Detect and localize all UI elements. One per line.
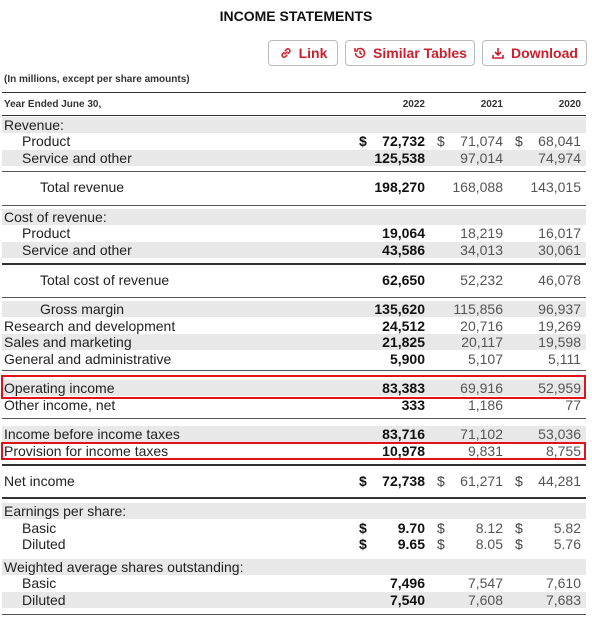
value-2021: 61,271: [460, 473, 503, 489]
row-band: [2, 117, 586, 133]
currency-symbol: $: [437, 520, 445, 536]
row-label: Diluted: [22, 592, 66, 608]
currency-symbol: $: [515, 536, 523, 552]
currency-symbol: $: [515, 133, 523, 149]
value-2021: 8.05: [475, 536, 503, 552]
value-2022: 7,540: [389, 592, 425, 608]
row-label: Net income: [4, 473, 75, 489]
link-button[interactable]: [268, 40, 338, 66]
value-2022: 83,716: [382, 426, 425, 442]
value-2020: 5.82: [553, 520, 581, 536]
value-2022: 333: [401, 397, 425, 413]
currency-symbol: $: [359, 536, 367, 552]
row-label: Sales and marketing: [4, 334, 132, 350]
similar-tables-button[interactable]: [345, 40, 475, 66]
value-2020: 30,061: [538, 242, 581, 258]
value-2020: 5.76: [553, 536, 581, 552]
value-2020: 19,598: [538, 334, 581, 350]
link-label: Link: [298, 45, 328, 61]
row-label: Gross margin: [40, 301, 125, 317]
section-label: Weighted average shares outstanding:: [4, 559, 244, 575]
units-note: (In millions, except per share amounts): [4, 74, 190, 85]
currency-symbol: $: [515, 520, 523, 536]
currency-symbol: $: [359, 520, 367, 536]
value-2022: 72,732: [382, 133, 425, 149]
value-2021: 5,107: [467, 351, 503, 367]
divider: [2, 92, 586, 93]
row-label: Total cost of revenue: [40, 272, 170, 288]
section-label: Cost of revenue:: [4, 209, 107, 225]
value-2021: 71,074: [460, 133, 503, 149]
header-2020: 2020: [558, 99, 581, 110]
value-2021: 97,014: [460, 150, 503, 166]
provision-tax-highlight: [1, 442, 586, 460]
value-2020: 77: [565, 397, 581, 413]
row-label: Service and other: [22, 242, 132, 258]
value-2022: 10,978: [382, 443, 425, 459]
value-2021: 115,856: [453, 301, 503, 317]
value-2021: 168,088: [452, 179, 503, 195]
divider: [2, 614, 586, 615]
value-2022: 24,512: [382, 318, 425, 334]
row-label: Service and other: [22, 150, 132, 166]
value-2021: 52,232: [460, 272, 503, 288]
value-2020: 16,017: [538, 225, 581, 241]
similar-tables-label: Similar Tables: [373, 45, 467, 61]
row-label: Other income, net: [4, 397, 116, 413]
value-2021: 20,716: [460, 318, 503, 334]
value-2021: 69,916: [460, 380, 503, 396]
page-title: INCOME STATEMENTS: [219, 8, 373, 24]
value-2020: 96,937: [538, 301, 581, 317]
value-2020: 7,683: [545, 592, 581, 608]
divider: [2, 297, 586, 298]
operating-income-highlight: [1, 375, 586, 399]
value-2021: 1,186: [467, 397, 503, 413]
link-icon: [279, 46, 293, 60]
currency-symbol: $: [437, 536, 445, 552]
row-label: Diluted: [22, 536, 66, 552]
value-2020: 8,755: [545, 443, 581, 459]
value-2020: 44,281: [538, 473, 581, 489]
value-2022: 43,586: [382, 242, 425, 258]
row-label: Basic: [22, 520, 57, 536]
row-label: Research and development: [4, 318, 176, 334]
divider: [2, 370, 586, 371]
value-2021: 34,013: [460, 242, 503, 258]
divider: [2, 205, 586, 206]
row-label: Provision for income taxes: [4, 443, 169, 459]
download-button[interactable]: [482, 40, 587, 66]
value-2021: 9,831: [467, 443, 503, 459]
header-period: Year Ended June 30,: [4, 99, 102, 110]
row-label: Operating income: [4, 380, 115, 396]
divider: [2, 263, 586, 265]
divider: [2, 418, 586, 419]
currency-symbol: $: [437, 473, 445, 489]
row-label: Product: [22, 225, 71, 241]
value-2022: 9.65: [397, 536, 425, 552]
divider: [2, 497, 586, 499]
value-2022: 5,900: [389, 351, 425, 367]
value-2022: 7,496: [389, 575, 425, 591]
row-label: Income before income taxes: [4, 426, 180, 442]
divider: [2, 115, 586, 116]
value-2021: 18,219: [460, 225, 503, 241]
value-2022: 19,064: [382, 225, 425, 241]
value-2022: 198,270: [374, 179, 425, 195]
value-2021: 7,608: [467, 592, 503, 608]
value-2022: 21,825: [382, 334, 425, 350]
value-2022: 135,620: [374, 301, 425, 317]
value-2020: 52,959: [538, 380, 581, 396]
value-2021: 8.12: [475, 520, 503, 536]
value-2021: 7,547: [467, 575, 503, 591]
value-2020: 143,015: [530, 179, 581, 195]
value-2022: 83,383: [382, 380, 425, 396]
divider: [2, 171, 586, 172]
currency-symbol: $: [359, 473, 367, 489]
row-label: Total revenue: [40, 179, 125, 195]
section-label: Revenue:: [4, 117, 64, 133]
row-label: Product: [22, 133, 71, 149]
value-2020: 53,036: [538, 426, 581, 442]
value-2020: 5,111: [548, 351, 581, 367]
value-2022: 62,650: [382, 272, 425, 288]
value-2022: 9.70: [397, 520, 425, 536]
value-2022: 72,738: [382, 473, 425, 489]
value-2020: 7,610: [545, 575, 581, 591]
currency-symbol: $: [359, 133, 367, 149]
value-2020: 74,974: [538, 150, 581, 166]
value-2022: 125,538: [374, 150, 425, 166]
row-label: Basic: [22, 575, 57, 591]
section-label: Earnings per share:: [4, 503, 127, 519]
value-2020: 19,269: [538, 318, 581, 334]
history-icon: [353, 46, 367, 60]
currency-symbol: $: [437, 133, 445, 149]
header-2022: 2022: [402, 99, 425, 110]
value-2021: 20,117: [461, 334, 503, 350]
divider: [2, 464, 586, 466]
header-2021: 2021: [480, 99, 503, 110]
row-label: General and administrative: [4, 351, 172, 367]
value-2020: 46,078: [538, 272, 581, 288]
value-2021: 71,102: [460, 426, 503, 442]
download-label: Download: [511, 45, 578, 61]
value-2020: 68,041: [538, 133, 581, 149]
currency-symbol: $: [515, 473, 523, 489]
download-icon: [491, 46, 505, 60]
